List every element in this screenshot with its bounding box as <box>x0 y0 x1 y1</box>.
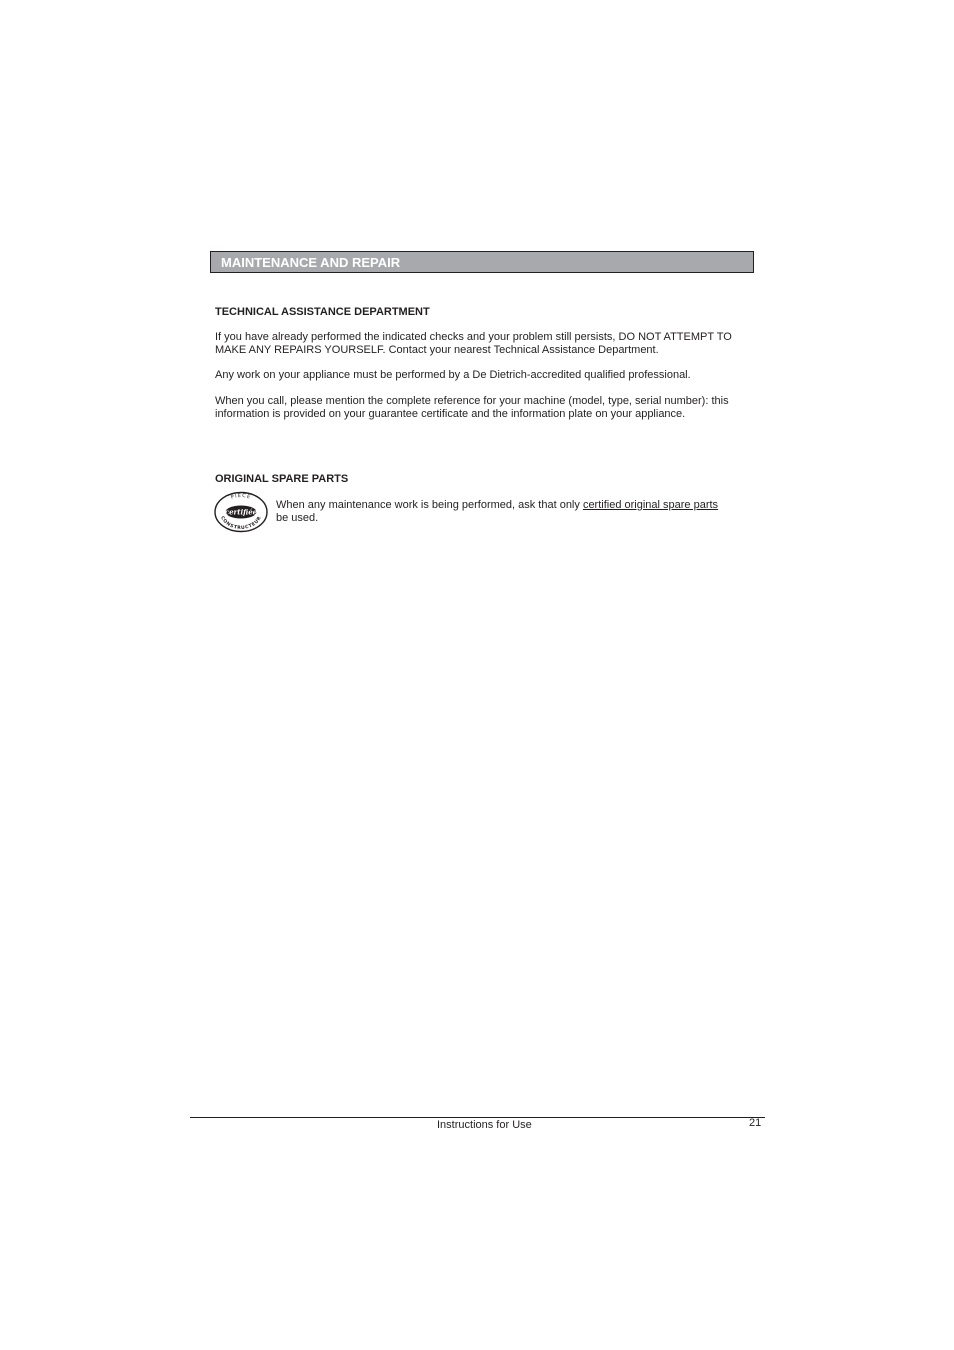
page-title: MAINTENANCE AND REPAIR <box>221 255 401 270</box>
section-header <box>210 251 754 273</box>
certified-original-part-seal-icon <box>213 491 269 533</box>
seal-bottom-text: CONSTRUCTEUR <box>219 515 263 532</box>
certified-parts-underlined-text: certified original spare parts <box>582 499 719 511</box>
spare-parts-text <box>276 499 754 525</box>
spare-parts-text-intro: When any maintenance work is being performed, ask that only <box>276 499 583 511</box>
paragraph-line: When you call, please mention the complete reference for your machine (model, type, serial number): this <box>215 395 729 407</box>
seal-top-text: PIECE <box>230 492 252 501</box>
spare-parts-heading: ORIGINAL SPARE PARTS <box>215 473 349 485</box>
paragraph-line: MAKE ANY REPAIRS YOURSELF. Contact your nearest Technical Assistance Department. <box>215 344 659 356</box>
page-number: 21 <box>749 1117 762 1129</box>
paragraph-line: information is provided on your guarantee certificate and the information plate on your appliance. <box>215 408 686 420</box>
seal-middle-text: certifiée <box>224 507 258 517</box>
paragraph-line: If you have already performed the indicated checks and your problem still persists, DO NOT ATTEMPT TO <box>215 331 732 343</box>
technical-assistance-heading: TECHNICAL ASSISTANCE DEPARTMENT <box>215 306 430 318</box>
spare-parts-text-end: be used. <box>276 512 319 524</box>
footer-divider <box>190 1117 765 1118</box>
footer-title: Instructions for Use <box>437 1119 532 1131</box>
technical-assistance-paragraph-1 <box>215 331 755 357</box>
technical-assistance-paragraph-3 <box>215 395 755 421</box>
technical-assistance-paragraph-2: Any work on your appliance must be performed by a De Dietrich-accredited qualified professional. <box>215 369 691 381</box>
